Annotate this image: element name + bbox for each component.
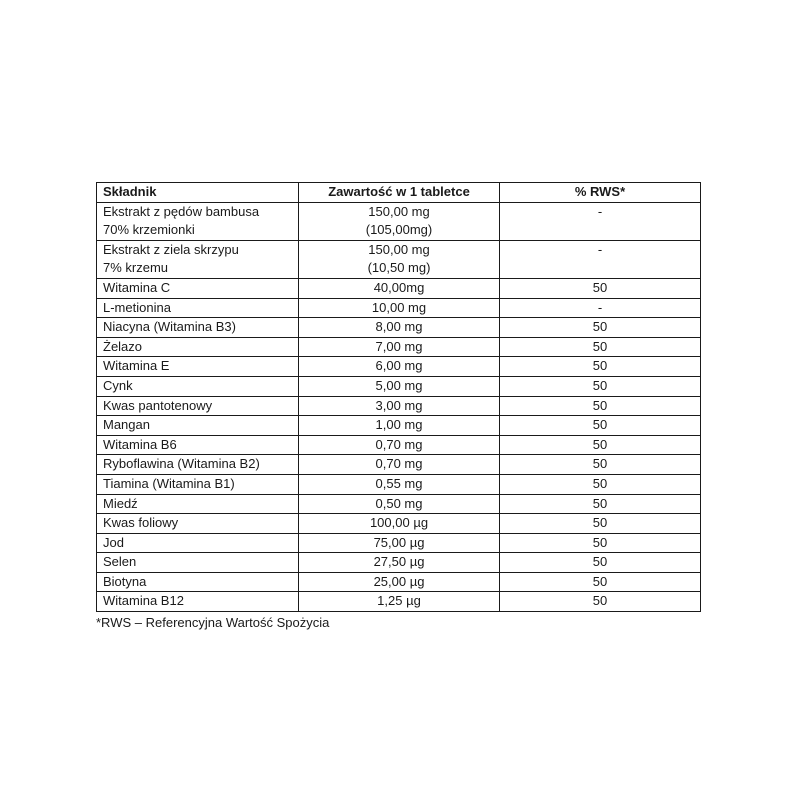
amount-value: 150,00 mg [368, 203, 430, 219]
nutrition-table-container [96, 182, 700, 632]
amount-value: (10,50 mg) [367, 260, 431, 276]
amount-cell [299, 202, 500, 240]
amount-value: 25,00 µg [373, 573, 425, 589]
amount-cell [299, 376, 500, 396]
ingredient-name: Miedź [103, 495, 138, 511]
rws-value: 50 [500, 533, 701, 553]
rws-value: 50 [500, 337, 701, 357]
amount-cell [299, 416, 500, 436]
amount-value: 7,00 mg [375, 338, 423, 354]
rws-value: 50 [500, 455, 701, 475]
ingredient-name: 7% krzemu [103, 260, 169, 276]
table-row [97, 202, 701, 240]
header-content-per-tablet: Zawartość w 1 tabletce [299, 183, 500, 203]
amount-cell [299, 553, 500, 573]
ingredient-name: Mangan [103, 417, 150, 433]
table-row [97, 396, 701, 416]
table-row [97, 278, 701, 298]
table-row [97, 240, 701, 278]
ingredient-name: 70% krzemionki [103, 222, 195, 238]
table-header-row [97, 183, 701, 203]
ingredient-name-cell [97, 376, 299, 396]
amount-value: 0,70 mg [375, 456, 423, 472]
ingredient-name-cell [97, 592, 299, 612]
amount-value: 0,50 mg [375, 495, 423, 511]
rws-value: 50 [500, 318, 701, 338]
ingredient-name: Witamina B6 [103, 436, 177, 452]
ingredient-name: Selen [103, 554, 137, 570]
ingredient-name: Kwas foliowy [103, 515, 179, 531]
ingredient-name: Żelazo [103, 338, 143, 354]
amount-cell [299, 357, 500, 377]
table-row [97, 533, 701, 553]
rws-value: 50 [500, 494, 701, 514]
ingredient-name-cell [97, 435, 299, 455]
table-row [97, 553, 701, 573]
rws-value: 50 [500, 416, 701, 436]
amount-cell [299, 572, 500, 592]
amount-cell [299, 514, 500, 534]
ingredient-name: Ekstrakt z ziela skrzypu [103, 241, 239, 257]
footnote: *RWS – Referencyjna Wartość Spożycia [96, 615, 330, 631]
ingredient-name: Jod [103, 534, 124, 550]
table-row [97, 376, 701, 396]
rws-value: 50 [500, 278, 701, 298]
amount-cell [299, 278, 500, 298]
ingredient-name-cell [97, 240, 299, 278]
table-row [97, 572, 701, 592]
ingredient-name-cell [97, 416, 299, 436]
header-rws-percent: % RWS* [500, 183, 701, 203]
rws-value: 50 [500, 357, 701, 377]
ingredient-name: Witamina B12 [103, 593, 184, 609]
ingredient-name: Biotyna [103, 573, 147, 589]
ingredient-name-cell [97, 318, 299, 338]
rws-value: 50 [500, 572, 701, 592]
rws-value: - [500, 240, 701, 278]
rws-value: 50 [500, 435, 701, 455]
table-row [97, 592, 701, 612]
amount-value: 0,70 mg [375, 436, 423, 452]
ingredient-name: Kwas pantotenowy [103, 397, 213, 413]
ingredient-name-cell [97, 572, 299, 592]
ingredient-name: Ryboflawina (Witamina B2) [103, 456, 260, 472]
table-row [97, 474, 701, 494]
amount-cell [299, 474, 500, 494]
amount-cell [299, 592, 500, 612]
ingredient-name: L-metionina [103, 299, 171, 315]
amount-value: 8,00 mg [375, 319, 423, 335]
amount-value: 0,55 mg [375, 475, 423, 491]
table-row [97, 455, 701, 475]
header-ingredient: Składnik [97, 183, 299, 203]
table-row [97, 318, 701, 338]
amount-cell [299, 240, 500, 278]
ingredient-name-cell [97, 396, 299, 416]
amount-value: 1,25 µg [377, 593, 421, 609]
rws-value: 50 [500, 396, 701, 416]
amount-cell [299, 318, 500, 338]
ingredient-name: Ekstrakt z pędów bambusa [103, 203, 260, 219]
amount-value: 27,50 µg [373, 554, 425, 570]
amount-cell [299, 455, 500, 475]
amount-cell [299, 396, 500, 416]
amount-value: 1,00 mg [375, 417, 423, 433]
rws-value: 50 [500, 474, 701, 494]
ingredient-name: Niacyna (Witamina B3) [103, 319, 236, 335]
amount-value: 100,00 µg [369, 515, 429, 531]
rws-value: - [500, 298, 701, 318]
rws-value: - [500, 202, 701, 240]
table-row [97, 494, 701, 514]
rws-value: 50 [500, 553, 701, 573]
rws-value: 50 [500, 376, 701, 396]
table-row [97, 435, 701, 455]
ingredient-name-cell [97, 357, 299, 377]
ingredient-name-cell [97, 298, 299, 318]
table-row [97, 357, 701, 377]
ingredient-name-cell [97, 202, 299, 240]
amount-value: 3,00 mg [375, 397, 423, 413]
amount-cell [299, 435, 500, 455]
amount-cell [299, 533, 500, 553]
ingredient-name-cell [97, 337, 299, 357]
nutrition-table [96, 182, 701, 612]
amount-value: 75,00 µg [373, 534, 425, 550]
ingredient-name-cell [97, 494, 299, 514]
ingredient-name: Cynk [103, 377, 133, 393]
table-row [97, 514, 701, 534]
amount-value: (105,00mg) [365, 222, 433, 238]
amount-cell [299, 337, 500, 357]
rws-value: 50 [500, 592, 701, 612]
ingredient-name-cell [97, 553, 299, 573]
ingredient-name-cell [97, 455, 299, 475]
table-row [97, 298, 701, 318]
amount-value: 40,00mg [373, 279, 425, 295]
amount-value: 150,00 mg [368, 241, 430, 257]
rws-value: 50 [500, 514, 701, 534]
amount-value: 5,00 mg [375, 377, 423, 393]
amount-value: 10,00 mg [371, 299, 427, 315]
ingredient-name-cell [97, 514, 299, 534]
ingredient-name: Tiamina (Witamina B1) [103, 475, 235, 491]
ingredient-name: Witamina E [103, 358, 170, 374]
amount-cell [299, 494, 500, 514]
ingredient-name: Witamina C [103, 279, 171, 295]
amount-cell [299, 298, 500, 318]
table-row [97, 337, 701, 357]
table-body [97, 202, 701, 611]
amount-value: 6,00 mg [375, 358, 423, 374]
ingredient-name-cell [97, 474, 299, 494]
ingredient-name-cell [97, 278, 299, 298]
table-row [97, 416, 701, 436]
ingredient-name-cell [97, 533, 299, 553]
